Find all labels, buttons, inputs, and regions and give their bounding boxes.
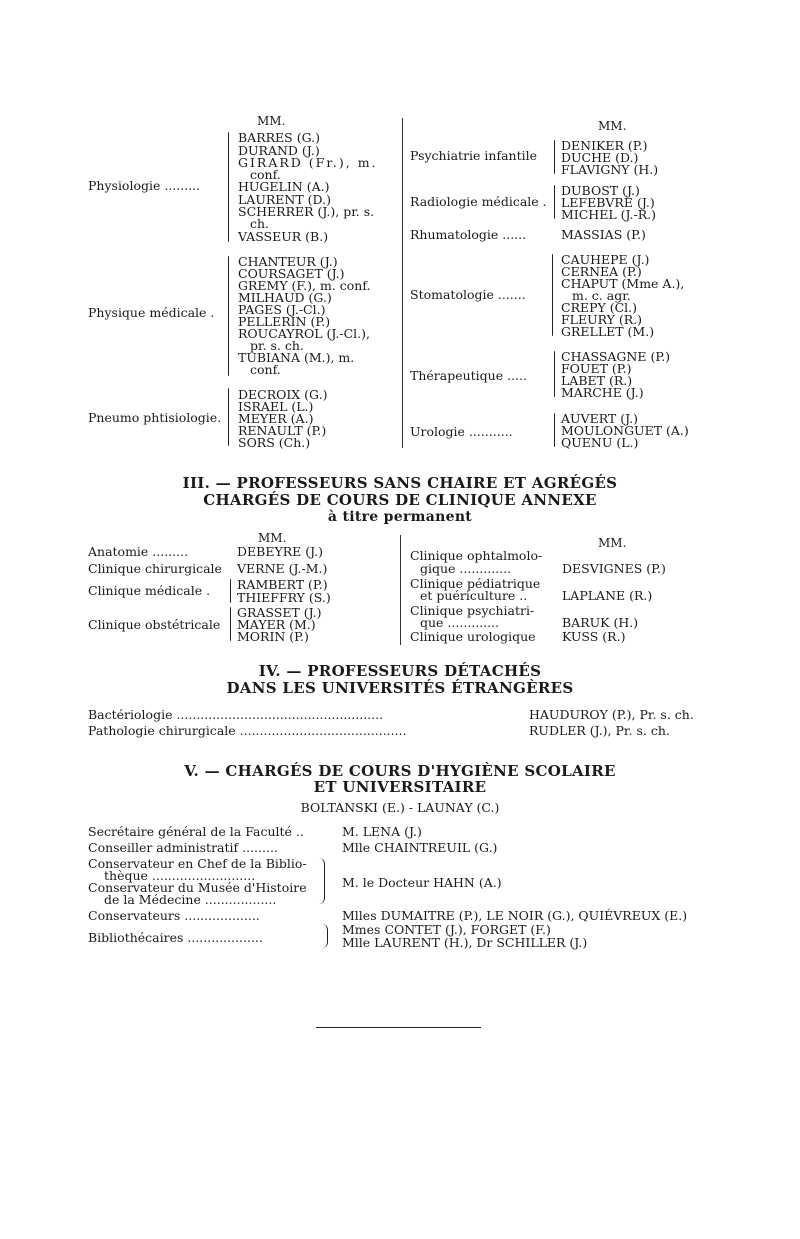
name-line: MASSIAS (P.) xyxy=(561,227,646,242)
name-line: CHANTEUR (J.) xyxy=(238,254,338,269)
row-value: Mlle CHAINTREUIL (G.) xyxy=(342,840,498,855)
name-line: COURSAGET (J.) xyxy=(238,266,345,281)
brace xyxy=(230,607,231,641)
row-label: Clinique médicale . xyxy=(88,583,211,598)
name-line: DURAND (J.) xyxy=(238,143,320,158)
name-line: DESVIGNES (P.) xyxy=(562,561,666,576)
row-label: Clinique psychiatri- xyxy=(410,603,535,618)
name-line: pr. s. ch. xyxy=(250,338,304,353)
row-label: Bibliothécaires ................... xyxy=(88,930,263,945)
name-line: PELLERIN (P.) xyxy=(238,314,331,329)
group-label: Rhumatologie ...... xyxy=(410,227,527,242)
mm-header: MM. xyxy=(258,531,287,545)
name-line: BARUK (H.) xyxy=(562,615,639,630)
name-line: CHASSAGNE (P.) xyxy=(561,349,671,364)
name-line: GRELLET (M.) xyxy=(561,324,655,339)
name-line: CHAPUT (Mme A.), xyxy=(561,276,685,291)
row-value: M. le Docteur HAHN (A.) xyxy=(342,875,502,890)
brace xyxy=(554,185,555,219)
section-subheading: à titre permanent xyxy=(327,509,473,525)
mm-header: MM. xyxy=(598,536,627,550)
group-label: Physique médicale . xyxy=(88,305,215,320)
name-line: LAPLANE (R.) xyxy=(562,588,653,603)
group-label: Pneumo phtisiologie. xyxy=(88,410,222,425)
name-line: DUCHE (D.) xyxy=(561,150,639,165)
brace xyxy=(318,858,325,904)
brace xyxy=(554,351,555,397)
name-line: LEFEBVRE (J.) xyxy=(561,195,655,210)
name-line: VERNE (J.-M.) xyxy=(237,561,328,576)
group-label: Psychiatrie infantile xyxy=(410,148,538,163)
brace xyxy=(228,388,229,446)
name-line: FLAVIGNY (H.) xyxy=(561,162,659,177)
name-line: DUBOST (J.) xyxy=(561,183,640,198)
name-line: DENIKER (P.) xyxy=(561,138,648,153)
name-line: CAUHEPE (J.) xyxy=(561,252,650,267)
name-line: GRASSET (J.) xyxy=(237,605,322,620)
row-label: Conservateur du Musée d'Histoire xyxy=(88,880,307,895)
row-label: Conservateurs ................... xyxy=(88,908,260,923)
row-value: Mmes CONTET (J.), FORGET (F.) xyxy=(342,922,551,937)
name-line: HAUDUROY (P.), Pr. s. ch. xyxy=(529,707,694,722)
name-line: HUGELIN (A.) xyxy=(238,179,330,194)
name-line: VASSEUR (B.) xyxy=(238,229,329,244)
group-label: Radiologie médicale . xyxy=(410,194,547,209)
name-line: MARCHE (J.) xyxy=(561,385,644,400)
row-value: M. LENA (J.) xyxy=(342,824,422,839)
end-rule xyxy=(316,1027,481,1028)
name-line: GIRARD (Fr.), m. xyxy=(238,155,378,170)
row-label: Secrétaire général de la Faculté .. xyxy=(88,824,304,839)
name-line: THIEFFRY (S.) xyxy=(237,590,331,605)
name-line: conf. xyxy=(250,362,281,377)
name-line: BARRES (G.) xyxy=(238,130,320,145)
name-line: RENAULT (P.) xyxy=(238,423,327,438)
row-label: thèque .......................... xyxy=(104,868,256,883)
name-line: ISRAEL (L.) xyxy=(238,399,314,414)
brace xyxy=(554,413,555,447)
brace xyxy=(552,254,553,336)
name-line: KUSS (R.) xyxy=(562,629,626,644)
name-line: MILHAUD (G.) xyxy=(238,290,332,305)
group-label: Urologie ........... xyxy=(410,424,513,439)
name-line: FLEURY (R.) xyxy=(561,312,643,327)
name-line: AUVERT (J.) xyxy=(561,411,638,426)
row-value: Mlles DUMAITRE (P.), LE NOIR (G.), QUIÉVREUX (E.) xyxy=(342,908,688,923)
name-line: GREMY (F.), m. conf. xyxy=(238,278,371,293)
name-line: DECROIX (G.) xyxy=(238,387,328,402)
row-value: Mlle LAURENT (H.), Dr SCHILLER (J.) xyxy=(342,935,588,950)
row-label: de la Médecine .................. xyxy=(104,892,277,907)
name-line: MOULONGUET (A.) xyxy=(561,423,689,438)
column-divider xyxy=(400,535,401,645)
section-heading: IV. — PROFESSEURS DÉTACHÉS xyxy=(258,662,542,680)
name-line: MAYER (M.) xyxy=(237,617,316,632)
section-heading: ET UNIVERSITAIRE xyxy=(313,778,487,796)
name-line: m. c. agr. xyxy=(572,288,631,303)
row-label: Clinique urologique xyxy=(410,629,536,644)
name-line: SORS (Ch.) xyxy=(238,435,311,450)
row-label: gique ............. xyxy=(420,561,512,576)
row-label: que ............. xyxy=(420,615,500,630)
row-label: Clinique ophtalmolo- xyxy=(410,548,543,563)
name-line: MEYER (A.) xyxy=(238,411,314,426)
group-label: Physiologie ......... xyxy=(88,178,201,193)
name-line: LAURENT (D.) xyxy=(238,192,331,207)
section-heading: III. — PROFESSEURS SANS CHAIRE ET AGRÉGÉS xyxy=(182,474,618,492)
row-label: Pathologie chirurgicale .......................................... xyxy=(88,723,407,738)
name-line: ROUCAYROL (J.-Cl.), xyxy=(238,326,370,341)
name-line: RAMBERT (P.) xyxy=(237,577,328,592)
name-line: QUENU (L.) xyxy=(561,435,639,450)
row-label: Anatomie ......... xyxy=(88,544,189,559)
group-label: Stomatologie ....... xyxy=(410,287,526,302)
column-divider xyxy=(402,118,403,448)
group-label: Thérapeutique ..... xyxy=(410,368,527,383)
name-line: PAGES (J.-Cl.) xyxy=(238,302,326,317)
name-line: RUDLER (J.), Pr. s. ch. xyxy=(529,723,670,738)
name-line: MICHEL (J.-R.) xyxy=(561,207,656,222)
brace xyxy=(228,256,229,376)
section-heading: DANS LES UNIVERSITÉS ÉTRANGÈRES xyxy=(226,679,574,697)
brace xyxy=(228,132,229,242)
row-label: Clinique obstétricale xyxy=(88,617,221,632)
row-label: Conseiller administratif ......... xyxy=(88,840,278,855)
brace xyxy=(554,140,555,174)
row-label: Clinique chirurgicale xyxy=(88,561,222,576)
name-line: TUBIANA (M.), m. xyxy=(238,350,355,365)
name-line: conf. xyxy=(250,167,281,182)
name-line: DEBEYRE (J.) xyxy=(237,544,323,559)
name-line: ch. xyxy=(250,216,270,231)
mm-header: MM. xyxy=(598,119,627,133)
row-label: Conservateur en Chef de la Biblio- xyxy=(88,856,307,871)
row-label: et puériculture .. xyxy=(420,588,528,603)
name-line: FOUET (P.) xyxy=(561,361,632,376)
row-label: Clinique pédiatrique xyxy=(410,576,541,591)
name-line: SCHERRER (J.), pr. s. xyxy=(238,204,375,219)
brace xyxy=(230,579,231,603)
name-line: LABET (R.) xyxy=(561,373,633,388)
name-line: CREPY (Cl.) xyxy=(561,300,638,315)
brace xyxy=(322,924,328,948)
row-label: Bactériologie .................................................... xyxy=(88,707,384,722)
mm-header: MM. xyxy=(257,114,286,128)
name-line: MORIN (P.) xyxy=(237,629,309,644)
names-line: BOLTANSKI (E.) - LAUNAY (C.) xyxy=(300,800,500,815)
section-heading: V. — CHARGÉS DE COURS D'HYGIÈNE SCOLAIRE xyxy=(184,762,616,780)
name-line: CERNEA (P.) xyxy=(561,264,642,279)
section-heading: CHARGÉS DE COURS DE CLINIQUE ANNEXE xyxy=(203,491,597,509)
